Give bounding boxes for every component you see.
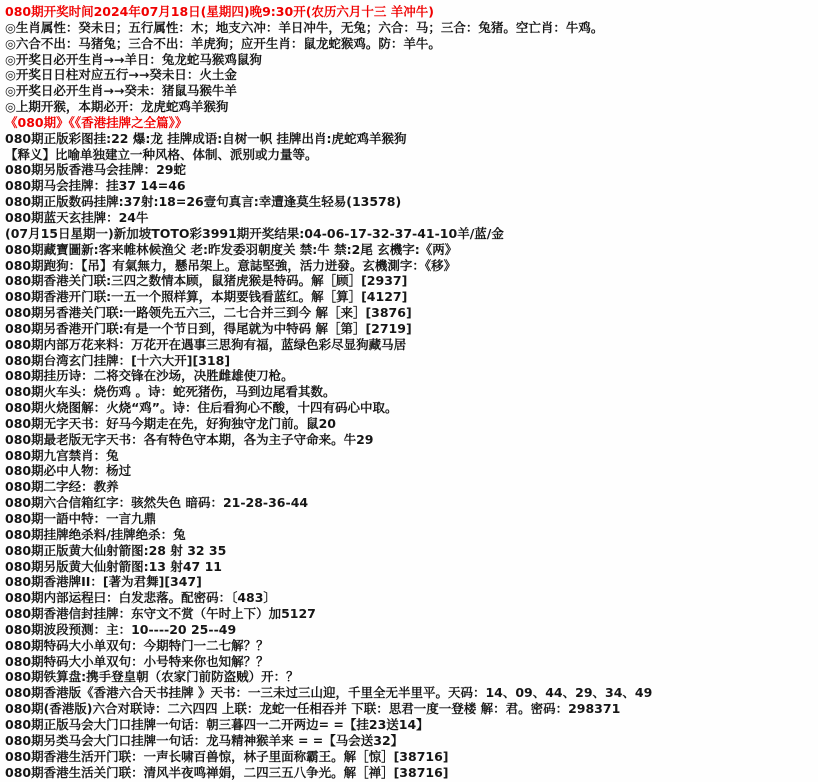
text-line: 080期香港版《香港六合天书挂牌 》天书：一三未过三山迎，千里全无半里平。天码：14、09、44、29、34、49	[5, 685, 653, 701]
text-line: ◎开奖日必开生肖→→羊日：兔龙蛇马猴鸡鼠狗	[5, 51, 262, 67]
text-line: 080期一語中特：一言九鼎	[5, 511, 157, 526]
text-line: (07月15日星期一)新加坡TOTO彩3991期开奖结果:04-06-17-32-37-41-10羊/蓝/金	[5, 225, 504, 241]
text-line: 080期正版彩图挂:22 爆:龙 挂牌成语:自树一帜 挂牌出肖:虎蛇鸡羊猴狗	[5, 130, 407, 146]
text-line: 080期正版马会大门口挂牌一句话：朝三暮四一二开两边= =【挂23送14】	[5, 716, 429, 732]
text-line: 080期特码大小单双句：今期特门一二七解？？	[5, 637, 269, 653]
text-line: 080期火烧图解：火烧“鸡”。诗：住后看狗心不酸，十四有码心中取。	[5, 400, 398, 416]
text-line: 080期另类马会大门口挂牌一句话：龙马精神猴羊来 = =【马会送32】	[5, 732, 404, 748]
text-line: 080期无字天书：好马今期走在先，好狗独守龙门前。鼠20	[5, 415, 336, 431]
text-line: 080期藏寶圖新:客来帷林候渔父 老:昨发委羽朝度关 禁:牛 禁:2尾 玄機字:《两》	[5, 241, 458, 257]
text-line: 080期香港信封挂牌：东守文不赏（午时上下）加5127	[5, 606, 316, 622]
text-line: 080期香港生活关门联：清风半夜鸣禅娟，二四三五八争光。解［禅］[38716]	[5, 764, 449, 780]
text-line: 080期香港牌II：[著为君舞][347]	[5, 574, 202, 590]
text-line: 080期正版黄大仙射箭图:28 射 32 35	[5, 542, 227, 558]
text-line: 080期蓝天玄挂牌：24牛	[5, 209, 149, 225]
text-line: 080期九宫禁肖：兔	[5, 447, 119, 463]
text-line: 080期火车头：烧伤鸡 。诗：蛇死猪伤，马到边尾看其数。	[5, 384, 336, 400]
text-line: 【释义】比喻单独建立一种风格、体制、派别或力量等。	[5, 146, 318, 162]
text-line: 080期香港开门联:一五一个照样算，本期要钱看蓝红。解［算］[4127]	[5, 289, 408, 305]
text-line: ◎生肖属性：癸未日；五行属性：木；地支六冲：羊日冲牛，无兔；六合：马；三合：兔猪。空亡肖：牛鸡。	[5, 19, 604, 35]
text-line: 080期台湾玄门挂牌：[十六大开][318]	[5, 352, 231, 368]
text-line: 080期开奖时间2024年07月18日(星期四)晚9:30开(农历六月十三 羊冲牛)	[5, 4, 434, 19]
text-line: 080期另香港开门联:有是一个节日到，得尾就为中特码 解［第］[2719]	[5, 320, 412, 336]
text-line: 080期跑狗：【吊】有氣無力，懸吊架上。意誌堅強，活力迸發。玄機測字：《移》	[5, 257, 457, 273]
text-line: 080期内部运程曰：白发悲落。配密码：〔483〕	[5, 590, 276, 606]
text-line: 080期(香港版)六合对联诗：二六四四 上联：龙蛇一任相吞并 下联：思君一度一登楼 解：君。密码：298371	[5, 701, 621, 717]
text-line: ◎开奖日必开生肖→→癸未：猪鼠马猴牛羊	[5, 83, 237, 99]
text-line: 080期正版数码挂牌:37射:18=26壹句真言:幸遭逢莫生轻易(13578)	[5, 194, 402, 210]
text-line: 080期挂历诗：二将交锋在沙场，决胜雌雄使刀枪。	[5, 368, 294, 384]
text-line: 《080期》《《香港挂牌之全篇》》	[5, 114, 188, 130]
text-line: ◎上期开猴，本期必开：龙虎蛇鸡羊猴狗	[5, 99, 229, 115]
text-line: 080期马会挂牌：挂37 14=46	[5, 178, 186, 194]
text-line: 080期波段预测：主：10----20 25--49	[5, 621, 237, 637]
text-line: 080期香港生活开门联：一声长啸百兽惊，林子里面称霸王。解［惊］[38716]	[5, 748, 449, 764]
text-line: 080期二字经：教养	[5, 479, 119, 495]
text-line: 080期铁算盘:携手登皇朝（农家门前防盗贼）开：？	[5, 669, 299, 685]
text-line: 080期挂牌绝杀料/挂牌绝杀：兔	[5, 526, 186, 542]
text-line: 080期六合信箱红字：骇然失色 暗码：21-28-36-44	[5, 495, 309, 511]
content-lines	[5, 4, 816, 780]
text-line: 080期香港关门联:三四之数情本顾，鼠猪虎猴是特码。解［顾］[2937]	[5, 273, 408, 289]
text-line: 080期必中人物：杨过	[5, 463, 132, 479]
text-line: 080期另版香港马会挂牌：29蛇	[5, 162, 186, 178]
text-line: 080期另版黄大仙射箭图:13 射47 11	[5, 558, 222, 574]
text-line: ◎开奖日日柱对应五行→→癸未日：火土金	[5, 67, 237, 83]
text-line: 080期特码大小单双句：小号特来你也知解？？	[5, 653, 269, 669]
text-line: 080期内部万花来料：万花开在遇事三思狗有福，蓝绿色彩尽显狗藏马居	[5, 336, 407, 352]
text-line: ◎六合不出：马猪兔；三合不出：羊虎狗；应开生肖：鼠龙蛇猴鸡。防：羊牛。	[5, 35, 441, 51]
text-line: 080期另香港关门联:一路领先五六三，二七合并三到今 解［来］[3876]	[5, 305, 412, 321]
text-line: 080期最老版无字天书：各有特色守本期，各为主子守命来。牛29	[5, 431, 374, 447]
